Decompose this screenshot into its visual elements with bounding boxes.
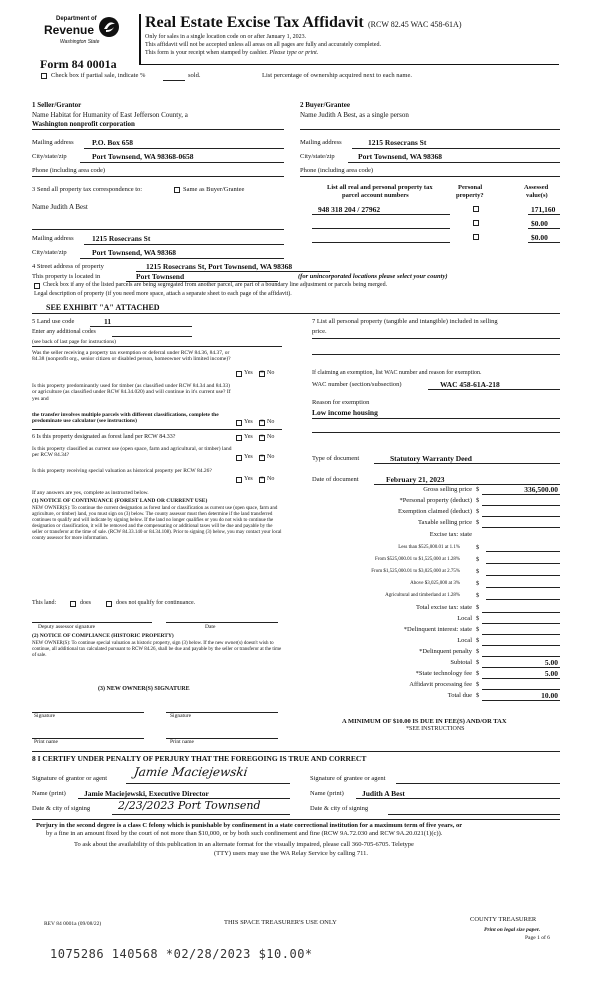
seller-phone-field[interactable] [32, 176, 284, 177]
legal-description-rule [32, 313, 560, 314]
header-rule [139, 64, 559, 65]
exhibit-a-text[interactable]: SEE EXHIBIT "A" ATTACHED [46, 303, 160, 312]
correspondence-city-rule [80, 258, 284, 259]
calc-value-gross[interactable]: 336,500.00 [524, 485, 558, 494]
reason-rule [312, 418, 560, 419]
same-as-buyer-label: Same as Buyer/Grantee [183, 186, 245, 193]
header-line-2: This affidavit will not be accepted unless all areas on all pages are fully and accurately completed. [145, 42, 381, 48]
calc-value-total-due[interactable]: 10.00 [541, 691, 558, 700]
signature-label-2: Signature [170, 713, 192, 719]
grantor-name-value[interactable]: Jamie Maciejewski, Executive Director [84, 789, 209, 798]
grantee-name-value[interactable]: Judith A Best [362, 789, 405, 798]
partial-sale-suffix: sold. [188, 72, 201, 79]
treasurer-use-label: THIS SPACE TREASURER'S USE ONLY [224, 919, 337, 926]
minimum-due-note: A MINIMUM OF $10.00 IS DUE IN FEE(S) AND/OR TAX [342, 718, 507, 725]
buyer-mailing-value[interactable]: 1215 Rosecrans St [368, 138, 427, 147]
q1-yes-checkbox[interactable] [236, 371, 242, 377]
buyer-name: Name Judith A Best, as a single person [300, 111, 409, 119]
calc-field-taxable[interactable] [482, 527, 560, 528]
land-use-label: 5 Land use code [32, 318, 75, 325]
same-as-buyer-checkbox[interactable] [174, 187, 180, 193]
correspondence-heading: 3 Send all property tax correspondence to: [32, 186, 143, 193]
calc-dollar: $ [476, 544, 480, 551]
compliance-heading: (2) NOTICE OF COMPLIANCE (HISTORIC PROPERTY) [32, 633, 174, 639]
doc-type-label: Type of document [312, 455, 360, 462]
buyer-mailing-label: Mailing address [300, 139, 342, 146]
q1-no-checkbox[interactable] [259, 371, 265, 377]
grantee-name-rule [356, 798, 560, 799]
calc-label-agricultural: Agricultural and timberland at 1.28% [385, 593, 460, 598]
partial-sale-label: Check box if partial sale, indicate % [51, 72, 146, 79]
grantor-signature-label: Signature of grantor or agent [32, 775, 108, 782]
form-title-ref: (RCW 82.45 WAC 458-61A) [368, 20, 462, 29]
buyer-city-label: City/state/zip [300, 153, 335, 160]
doc-date-label: Date of document [312, 476, 359, 483]
calc-dollar: $ [476, 670, 480, 677]
deputy-date-field[interactable] [166, 622, 278, 623]
personal-property-heading: 7 List all personal property (tangible and intangible) included in selling [312, 318, 498, 325]
compliance-body: NEW OWNER(S): To continue special valuation as historic property, sign (3) below. If the new owner(s) doesn't wish to continue, all additional tax calculated pursuant to RCW 84.26, shall be due and payable by the seller or transferor at the time of sale. [32, 641, 282, 658]
calc-field-delinquent-interest-state[interactable] [482, 634, 560, 635]
wac-value[interactable]: WAC 458-61A-218 [440, 380, 500, 389]
logo-revenue-text: Revenue [44, 23, 95, 37]
parcel-row-3-field[interactable] [312, 242, 450, 243]
calc-dollar: $ [476, 568, 480, 575]
calc-field-bracket-1[interactable] [486, 551, 560, 552]
calc-rule [482, 667, 560, 668]
current-use-question: Is this property classified as current use (open space, farm and agricultural, or timber) land per RCW 84.34? [32, 446, 232, 459]
seller-heading: 1 Seller/Grantor [32, 101, 82, 109]
page-number: Page 1 of 6 [525, 935, 550, 941]
section8-top-rule [32, 751, 560, 752]
dor-logo [40, 14, 122, 54]
seller-city-value[interactable]: Port Townsend, WA 98368-0658 [92, 152, 194, 161]
segregated-checkbox[interactable] [34, 283, 40, 289]
cashier-stamp: 1075286 140568 *02/28/2023 $10.00* [50, 947, 313, 961]
calc-dollar: $ [476, 659, 480, 666]
buyer-city-rule [348, 162, 560, 163]
logo-swirl-icon [98, 16, 120, 38]
correspondence-mailing-label: Mailing address [32, 235, 74, 242]
additional-codes-label: Enter any additional codes [32, 329, 96, 335]
current-use-no-checkbox[interactable] [259, 455, 265, 461]
historic-no-label: No [267, 476, 275, 482]
calc-field-processing-fee[interactable] [482, 689, 560, 690]
parcel-row-2-field[interactable] [312, 228, 450, 229]
print-name-label-1: Print name [34, 739, 58, 745]
buyer-name-rule [300, 129, 560, 130]
calc-field-local[interactable] [482, 623, 560, 624]
buyer-mailing-rule [352, 148, 560, 149]
grantee-date-field[interactable] [388, 814, 560, 815]
calc-dollar: $ [476, 519, 480, 526]
personal-property-checkbox-1[interactable] [473, 206, 479, 212]
seller-name-rule [32, 129, 284, 130]
historic-question: Is this property receiving special valuation as historical property per RCW 84.26? [32, 468, 212, 474]
does-not-label: does not qualify for continuance. [116, 600, 196, 606]
header-line-1: Only for sales in a single location code on or after January 1, 2023. [145, 34, 307, 40]
correspondence-mailing-rule [84, 244, 284, 245]
calc-dollar: $ [476, 648, 480, 655]
calc-dollar: $ [476, 508, 480, 515]
grantee-name-label: Name (print) [310, 790, 344, 797]
type-or-print-note: Please type or print. [269, 50, 319, 56]
logo-dept-text: Department of [56, 16, 97, 22]
county-treasurer-label: COUNTY TREASURER [470, 916, 537, 923]
perjury-line-2: by a fine in an amount fixed by the court of not more than $10,000, or by both such confinement and fine (RCW 9A.72.030 and RCW 9A.20.021(1)(c)). [46, 830, 443, 837]
grantee-date-label: Date & city of signing [310, 805, 369, 812]
unincorporated-note: (for unincorporated locations please select your county) [298, 273, 448, 280]
accessibility-line-2: (TTY) users may use the WA Relay Service by calling 711. [214, 850, 368, 857]
street-address-value[interactable]: 1215 Rosecrans St, Port Townsend, WA 98368 [146, 262, 293, 271]
predominate-use-question: the transfer involves multiple parcels with different classifications, complete the predominate use calculator (see instructions) [32, 412, 219, 425]
seller-name-line2: Washington nonprofit corporation [32, 120, 135, 128]
street-address-label: 4 Street address of property [32, 263, 104, 270]
personal-header-2: property? [456, 192, 484, 199]
calc-label-taxable: Taxable selling price [417, 519, 472, 526]
buyer-city-value[interactable]: Port Townsend, WA 98368 [358, 152, 443, 161]
personal-property-heading-2: price. [312, 328, 327, 335]
forest-yes-checkbox[interactable] [236, 435, 242, 441]
calc-label-delinquent-interest-local: Local [457, 637, 472, 644]
calc-field-bracket-2[interactable] [486, 563, 560, 564]
grantor-date-label: Date & city of signing [32, 805, 91, 812]
calc-dollar: $ [476, 486, 480, 493]
calc-rule [482, 494, 560, 495]
doc-type-rule [374, 463, 560, 464]
calc-field-delinquent-interest-local[interactable] [482, 645, 560, 646]
deputy-date-label: Date [205, 624, 216, 630]
current-use-no-label: No [267, 454, 275, 460]
header-bracket [139, 14, 141, 64]
q2-yes-checkbox[interactable] [236, 420, 242, 426]
calc-dollar: $ [476, 497, 480, 504]
this-land-label: This land: [32, 600, 57, 606]
forest-no-checkbox[interactable] [259, 435, 265, 441]
located-in-value[interactable]: Port Townsend [136, 272, 185, 281]
segregated-label: Check box if any of the listed parcels are being segregated from another parcel, are part of a boundary line adjustment or parcels being merged. [43, 282, 388, 288]
legal-description-label: Legal description of property (if you need more space, attach a separate sheet to each page of the affidavit). [34, 291, 292, 297]
calc-label-gross: Gross selling price [423, 486, 472, 493]
calc-field-exemption[interactable] [482, 516, 560, 517]
accessibility-line-1: To ask about the availability of this publication in an alternate format for the visually impaired, please call 360-705-6705. Teletype [74, 841, 414, 848]
historic-yes-checkbox[interactable] [236, 477, 242, 483]
calc-field-total-excise[interactable] [482, 612, 560, 613]
logo-state-text: Washington State [60, 39, 100, 45]
q2-no-label: No [267, 419, 275, 425]
calc-label-bracket-3: From $1,525,000.01 to $3,025,000 at 2.75% [371, 569, 460, 574]
grantor-date-value[interactable]: 2/23/2023 Port Townsend [118, 799, 261, 812]
calc-label-processing-fee: Affidavit processing fee [409, 681, 472, 688]
forest-yes-label: Yes [244, 434, 253, 440]
assessed-value-3[interactable]: $0.00 [531, 233, 548, 242]
assessed-header-2: value(s) [526, 192, 548, 199]
calc-label-subtotal: Subtotal [450, 659, 472, 666]
certify-heading: 8 I CERTIFY UNDER PENALTY OF PERJURY THAT THE FOREGOING IS TRUE AND CORRECT [32, 754, 367, 763]
calc-label-total-excise: Total excise tax: state [415, 604, 472, 611]
wac-rule [428, 389, 560, 390]
current-use-yes-checkbox[interactable] [236, 455, 242, 461]
calc-dollar: $ [476, 681, 480, 688]
buyer-phone-field[interactable] [300, 176, 560, 177]
calc-field-bracket-3[interactable] [486, 575, 560, 576]
calc-dollar: $ [476, 626, 480, 633]
correspondence-mailing-value[interactable]: 1215 Rosecrans St [92, 234, 151, 243]
assessed-row-1-rule [528, 214, 560, 215]
see-back-note: (see back of last page for instructions) [32, 339, 116, 345]
seller-mailing-value[interactable]: P.O. Box 658 [92, 138, 133, 147]
forest-no-label: No [267, 434, 275, 440]
calc-rule [482, 700, 560, 701]
calc-field-bracket-4[interactable] [486, 587, 560, 588]
personal-property-field[interactable] [312, 338, 560, 339]
section5-rule [32, 346, 282, 347]
header-line-3 [145, 50, 318, 56]
current-use-yes-label: Yes [244, 454, 253, 460]
new-owner-signature-heading: (3) NEW OWNER(S) SIGNATURE [98, 686, 190, 692]
calc-field-personal[interactable] [482, 505, 560, 506]
timber-ag-question: Is this property predominantly used for timber (as classified under RCW 84.34 and 84.33) or agriculture (as classified under RCW 84.34.020) and will continue in it's current use? If yes and [32, 383, 231, 402]
grantor-name-label: Name (print) [32, 790, 66, 797]
seller-phone-label: Phone (including area code) [32, 167, 106, 174]
calc-label-bracket-2: From $525,000.01 to $1,525,000 at 1.28% [375, 557, 460, 562]
calc-label-total-due: Total due [447, 692, 472, 699]
forest-land-question: 6 Is this property designated as forest land per RCW 84.33? [32, 434, 176, 440]
if-yes-note: If any answers are yes, complete as instructed below. [32, 490, 149, 496]
form-title: Real Estate Excise Tax Affidavit [145, 14, 364, 31]
calc-field-agricultural[interactable] [486, 599, 560, 600]
correspondence-name-rule [32, 229, 284, 230]
legal-paper-note: Print on legal size paper. [484, 927, 541, 933]
calc-dollar: $ [476, 692, 480, 699]
grantor-signature-rule [126, 783, 290, 784]
grantor-signature[interactable]: Jamie Maciejewski [133, 765, 249, 779]
located-in-label: This property is located in [32, 273, 101, 280]
continuance-body: NEW OWNER(S): To continue the current designation as forest land or classification as current use (open space, farm and agriculture, or timber) land, you must sign on (3) below. The county assessor must then determine if the land transferred continues to qualify and will indicate by signing below. If the land no longer qualifies or you do not wish to continue the designation or classification, it will be removed and the compensating or additional taxes will be due and payable by the seller or transferor at the time of sale. (RCW 84.33.140 or 84.34.108). Prior to signing (3) below, you may contact your local county assessor for more information. [32, 506, 282, 541]
does-not-checkbox[interactable] [106, 601, 112, 607]
calc-dollar: $ [476, 615, 480, 622]
grantor-date-rule [112, 814, 290, 815]
receipt-note: This form is your receipt when stamped by cashier. [145, 50, 268, 56]
parcel-header-1: List all real and personal property tax [327, 184, 433, 191]
reason-label: Reason for exemption [312, 399, 370, 406]
calc-dollar: $ [476, 556, 480, 563]
correspondence-name[interactable]: Name Judith A Best [32, 203, 88, 211]
ownership-note: List percentage of ownership acquired next to each name. [262, 72, 412, 79]
wac-label: WAC number (section/subsection) [312, 381, 402, 388]
calc-label-exemption: Exemption claimed (deduct) [397, 508, 472, 515]
calc-label-bracket-4: Above $3,025,000 at 3% [410, 581, 460, 586]
doc-date-value[interactable]: February 21, 2023 [386, 475, 445, 484]
exemption-note: If claiming an exemption, list WAC number and reason for exemption. [312, 370, 482, 376]
partial-sale-checkbox[interactable] [41, 73, 47, 79]
calc-label-excise-state: Excise tax: state [429, 531, 472, 538]
signature-label-1: Signature [34, 713, 56, 719]
q1-no-label: No [267, 370, 275, 376]
does-label: does [80, 600, 91, 606]
assessed-row-2-rule [528, 228, 560, 229]
seller-mailing-rule [84, 148, 284, 149]
historic-yes-label: Yes [244, 476, 253, 482]
calc-label-delinquent-interest-state: *Delinquent interest: state [403, 626, 472, 633]
calc-dollar: $ [476, 637, 480, 644]
reason-value[interactable]: Low income housing [312, 408, 378, 417]
calc-label-delinquent-penalty: *Delinquent penalty [419, 648, 472, 655]
calc-dollar: $ [476, 580, 480, 587]
q2-no-checkbox[interactable] [259, 420, 265, 426]
assessed-header-1: Assessed [524, 184, 549, 191]
correspondence-city-value[interactable]: Port Townsend, WA 98368 [92, 248, 177, 257]
continuance-heading: (1) NOTICE OF CONTINUANCE (FOREST LAND OR CURRENT USE) [32, 498, 208, 504]
personal-header-1: Personal [458, 184, 483, 191]
land-use-value[interactable]: 11 [104, 317, 112, 326]
does-checkbox[interactable] [70, 601, 76, 607]
seller-mailing-label: Mailing address [32, 139, 74, 146]
calc-field-delinquent-penalty[interactable] [482, 656, 560, 657]
exemption-deferral-question: Was the seller receiving a property tax exemption or deferral under RCW 84.36, 84.37, or 84.38 (nonprofit org., senior citizen or disabled person, homeowner with limited income)? [32, 350, 231, 363]
assessed-row-3-rule [528, 242, 560, 243]
assessed-value-1[interactable]: 171,160 [531, 205, 556, 214]
seller-city-label: City/state/zip [32, 153, 67, 160]
parcel-row-1-rule [312, 214, 450, 215]
calc-label-personal: *Personal property (deduct) [399, 497, 472, 504]
land-use-rule [90, 326, 192, 327]
doc-type-value[interactable]: Statutory Warranty Deed [390, 454, 472, 463]
print-name-label-2: Print name [170, 739, 194, 745]
calc-value-subtotal[interactable]: 5.00 [544, 658, 558, 667]
calc-value-tech-fee[interactable]: 5.00 [544, 669, 558, 678]
calc-label-tech-fee: *State technology fee [415, 670, 472, 677]
correspondence-city-label: City/state/zip [32, 249, 67, 256]
seller-name-line1: Name Habitat for Humanity of East Jefferson County, a [32, 111, 188, 119]
grantee-signature-label: Signature of grantee or agent [310, 775, 386, 782]
personal-property-checkbox-2[interactable] [473, 220, 479, 226]
buyer-phone-label: Phone (including area code) [300, 167, 374, 174]
calc-rule [482, 678, 560, 679]
section8-bottom-rule [32, 819, 560, 820]
deputy-signature-label: Deputy assessor signature [38, 624, 96, 630]
seller-city-rule [80, 162, 284, 163]
personal-property-field-2[interactable] [312, 354, 560, 355]
q1-yes-label: Yes [244, 370, 253, 376]
perjury-line-1: Perjury in the second degree is a class C felony which is punishable by confinement in a state correctional institution for a maximum term of five years, or [36, 822, 463, 829]
calc-label-bracket-1: Less than $525,000.01 at 1.1% [398, 545, 460, 550]
form-number: Form 84 0001a [40, 57, 117, 71]
parcel-number-1[interactable]: 948 318 204 / 27962 [318, 205, 381, 214]
personal-property-checkbox-3[interactable] [473, 234, 479, 240]
deputy-signature-field[interactable] [32, 622, 152, 623]
calc-dollar: $ [476, 604, 480, 611]
historic-no-checkbox[interactable] [259, 477, 265, 483]
form-revision: REV 84 0001a (09/08/22) [44, 921, 102, 927]
parcel-header-2: parcel account numbers [342, 192, 409, 199]
see-instructions-note: *SEE INSTRUCTIONS [406, 726, 465, 732]
q2-yes-label: Yes [244, 419, 253, 425]
buyer-heading: 2 Buyer/Grantee [300, 101, 350, 109]
additional-codes-field[interactable] [112, 336, 192, 337]
partial-sale-field[interactable] [163, 80, 185, 81]
grantee-signature-field[interactable] [396, 783, 560, 784]
calc-label-local: Local [457, 615, 472, 622]
calc-dollar: $ [476, 592, 480, 599]
reason-rule-2 [312, 432, 560, 433]
assessed-value-2[interactable]: $0.00 [531, 219, 548, 228]
section5-end-rule [32, 429, 282, 430]
